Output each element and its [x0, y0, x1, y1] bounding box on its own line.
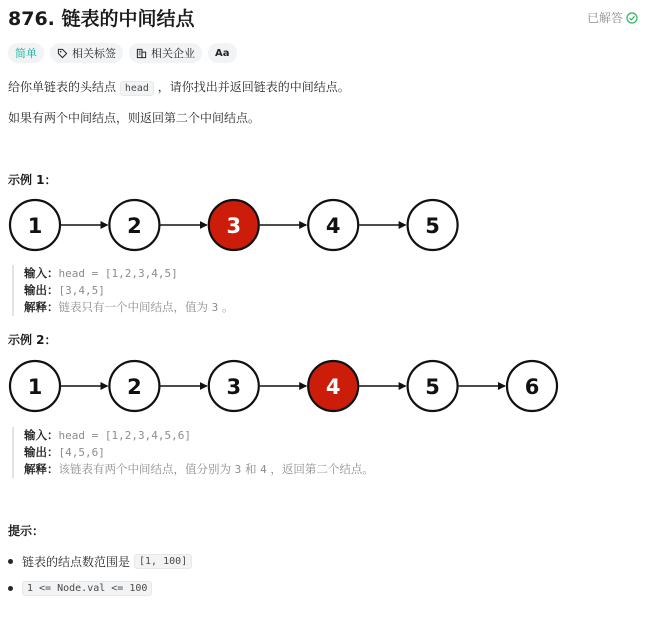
list-node-value: 1 [27, 214, 43, 238]
tag-icon [57, 48, 68, 59]
description-p1: 给你单链表的头结点 head ，请你找出并返回链表的中间结点。 [8, 80, 350, 94]
list-node-value: 1 [27, 375, 43, 399]
list-node-value: 4 [325, 214, 341, 238]
list-node-value: 2 [127, 375, 142, 399]
example-1-diagram [0, 197, 650, 253]
companies-button[interactable] [129, 43, 202, 63]
translate-icon: Aa [215, 47, 230, 59]
list-node-value: 3 [226, 375, 242, 399]
hint-item-2: 1 <= Node.val <= 100 [8, 581, 152, 596]
example-2-block [12, 427, 374, 478]
example-2-explanation: 解释：该链表有两个中间结点，值分别为 3 和 4 ，返回第二个结点。 [24, 462, 374, 476]
example-2-input: 输入：head = [1,2,3,4,5,6] [24, 428, 191, 442]
example-2-diagram [0, 358, 650, 414]
example-2-title: 示例 2： [8, 333, 57, 347]
bullet-dot [8, 586, 13, 591]
topics-button[interactable] [50, 43, 123, 63]
check-circle-icon [626, 12, 638, 24]
example-2-output: 输出：[4,5,6] [24, 445, 105, 459]
list-node-value: 4 [325, 375, 341, 399]
list-node-value: 3 [226, 214, 242, 238]
example-1-explanation: 解释：链表只有一个中间结点，值为 3 。 [24, 300, 234, 314]
list-node-value: 5 [425, 214, 440, 238]
description-p2: 如果有两个中间结点，则返回第二个中间结点。 [8, 111, 261, 125]
hints-title: 提示： [8, 524, 45, 538]
companies-label: 相关企业 [151, 47, 195, 60]
solved-status [587, 9, 638, 26]
example-1-input: 输入：head = [1,2,3,4,5] [24, 266, 178, 280]
hint-item-1: 链表的结点数范围是 [1, 100] [8, 553, 192, 570]
difficulty-badge[interactable]: 简单 [8, 43, 44, 63]
example-1-title: 示例 1： [8, 173, 57, 187]
inline-code: head [120, 81, 154, 96]
example-1-block [12, 265, 233, 316]
tag-bar [8, 43, 237, 63]
problem-title: 876. 链表的中间结点 [8, 8, 195, 30]
solved-label: 已解答 [586, 11, 623, 25]
example-1-output: 输出：[3,4,5] [24, 283, 105, 297]
list-node-value: 6 [524, 375, 540, 399]
translate-button[interactable] [208, 43, 237, 63]
list-node-value: 5 [425, 375, 440, 399]
topics-label: 相关标签 [72, 47, 116, 60]
building-icon [136, 48, 147, 59]
list-node-value: 2 [127, 214, 142, 238]
bullet-dot [8, 559, 13, 564]
